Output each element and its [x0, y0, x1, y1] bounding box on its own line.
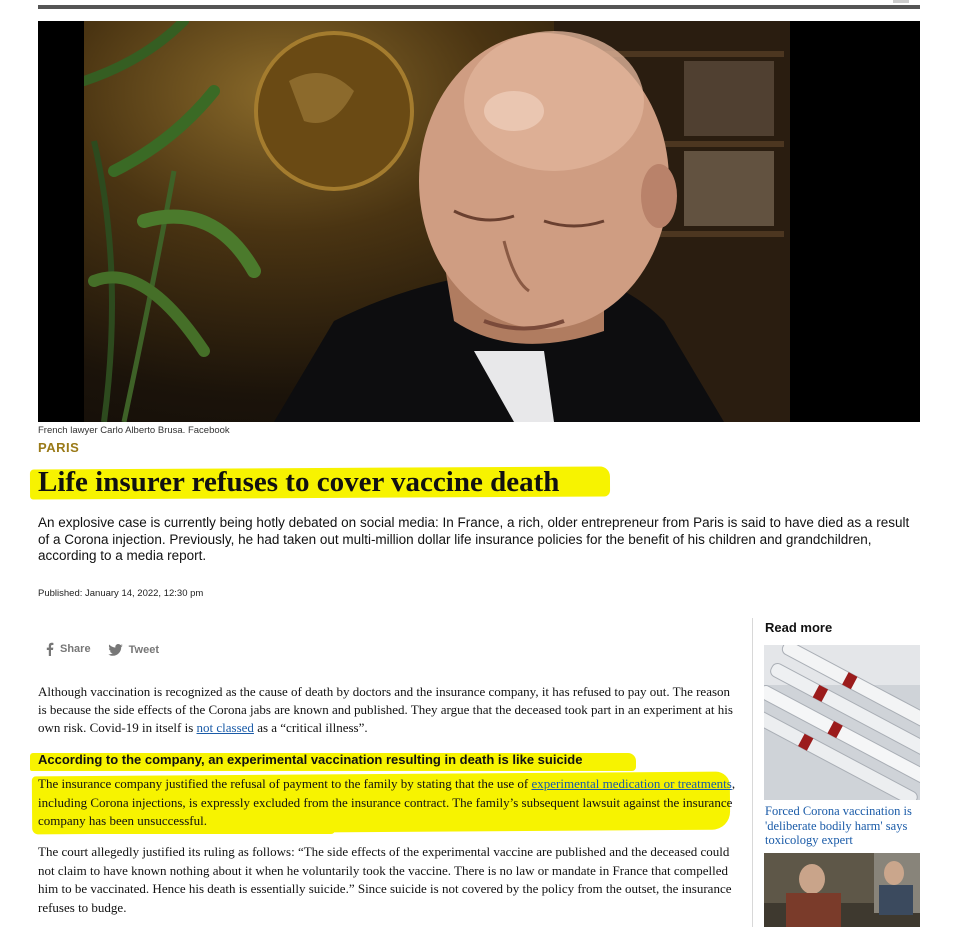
article-lead: An explosive case is currently being hotly debated on social media: In France, a rich, older entrepreneur from Paris is said to have died as a result of a Corona injection. Previously, he had taken out multi-million dollar life insurance policies for the benefit of his children and grandchildren, according to a media report.: [38, 515, 910, 563]
top-rule: [38, 5, 920, 9]
sidebar-title: Read more: [765, 620, 833, 635]
share-bar: [46, 642, 173, 659]
not-classed-link[interactable]: not classed: [196, 720, 254, 735]
image-caption: French lawyer Carlo Alberto Brusa. Facebook: [38, 425, 230, 436]
share-label: Share: [60, 643, 91, 655]
body-paragraph-2: The insurance company justified the refusal of payment to the family by stating that the use of experimental medication or treatments, including Corona injections, is expressly excluded from the insurance contract. The family’s subsequent lawsuit against the insurance company has been unsuccessful.: [38, 776, 736, 828]
tweet-label: Tweet: [128, 644, 159, 656]
publish-date: Published: January 14, 2022, 12:30 pm: [38, 588, 204, 599]
body-paragraph-1: Although vaccination is recognized as the cause of death by doctors and the insurance company, it has refused to pay out. The reason is because the side effects of the Corona jabs are known and published. They argue that the deceased took part in an experiment at his own risk. Covid-19 in itself is not classed as a “critical illness”.: [38, 684, 733, 735]
body-paragraph-3: The court allegedly justified its ruling as follows: “The side effects of the experimental vaccine are published and the deceased could not claim to have known nothing about it when he voluntarily took the vaccine. There is no law or mandate in France that compelled him to be vaccinated. Hence his death is essentially suicide.” Since suicide is not covered by the policy from the outset, the insurance refuses to budge.: [38, 844, 732, 915]
sidebar-item-image-speaker[interactable]: [764, 853, 920, 927]
hero-image: [38, 21, 920, 422]
top-rule-marker: [893, 0, 909, 3]
page-title: Life insurer refuses to cover vaccine death: [38, 466, 560, 498]
sidebar-item-link-vaccination[interactable]: Forced Corona vaccination is 'deliberate bodily harm' says toxicology expert: [765, 804, 912, 847]
hero-photo: [84, 21, 790, 422]
experimental-medication-link[interactable]: experimental medication or treatments: [531, 776, 732, 791]
section-subhead: According to the company, an experimental vaccination resulting in death is like suicide: [38, 752, 583, 767]
tweet-button[interactable]: [108, 644, 159, 656]
kicker-location: PARIS: [38, 440, 80, 455]
sidebar-item-image-vaccine[interactable]: [764, 645, 920, 800]
facebook-share-button[interactable]: [46, 642, 91, 656]
sidebar-divider: [752, 618, 753, 927]
twitter-icon: [108, 644, 123, 656]
facebook-icon: [46, 642, 54, 656]
